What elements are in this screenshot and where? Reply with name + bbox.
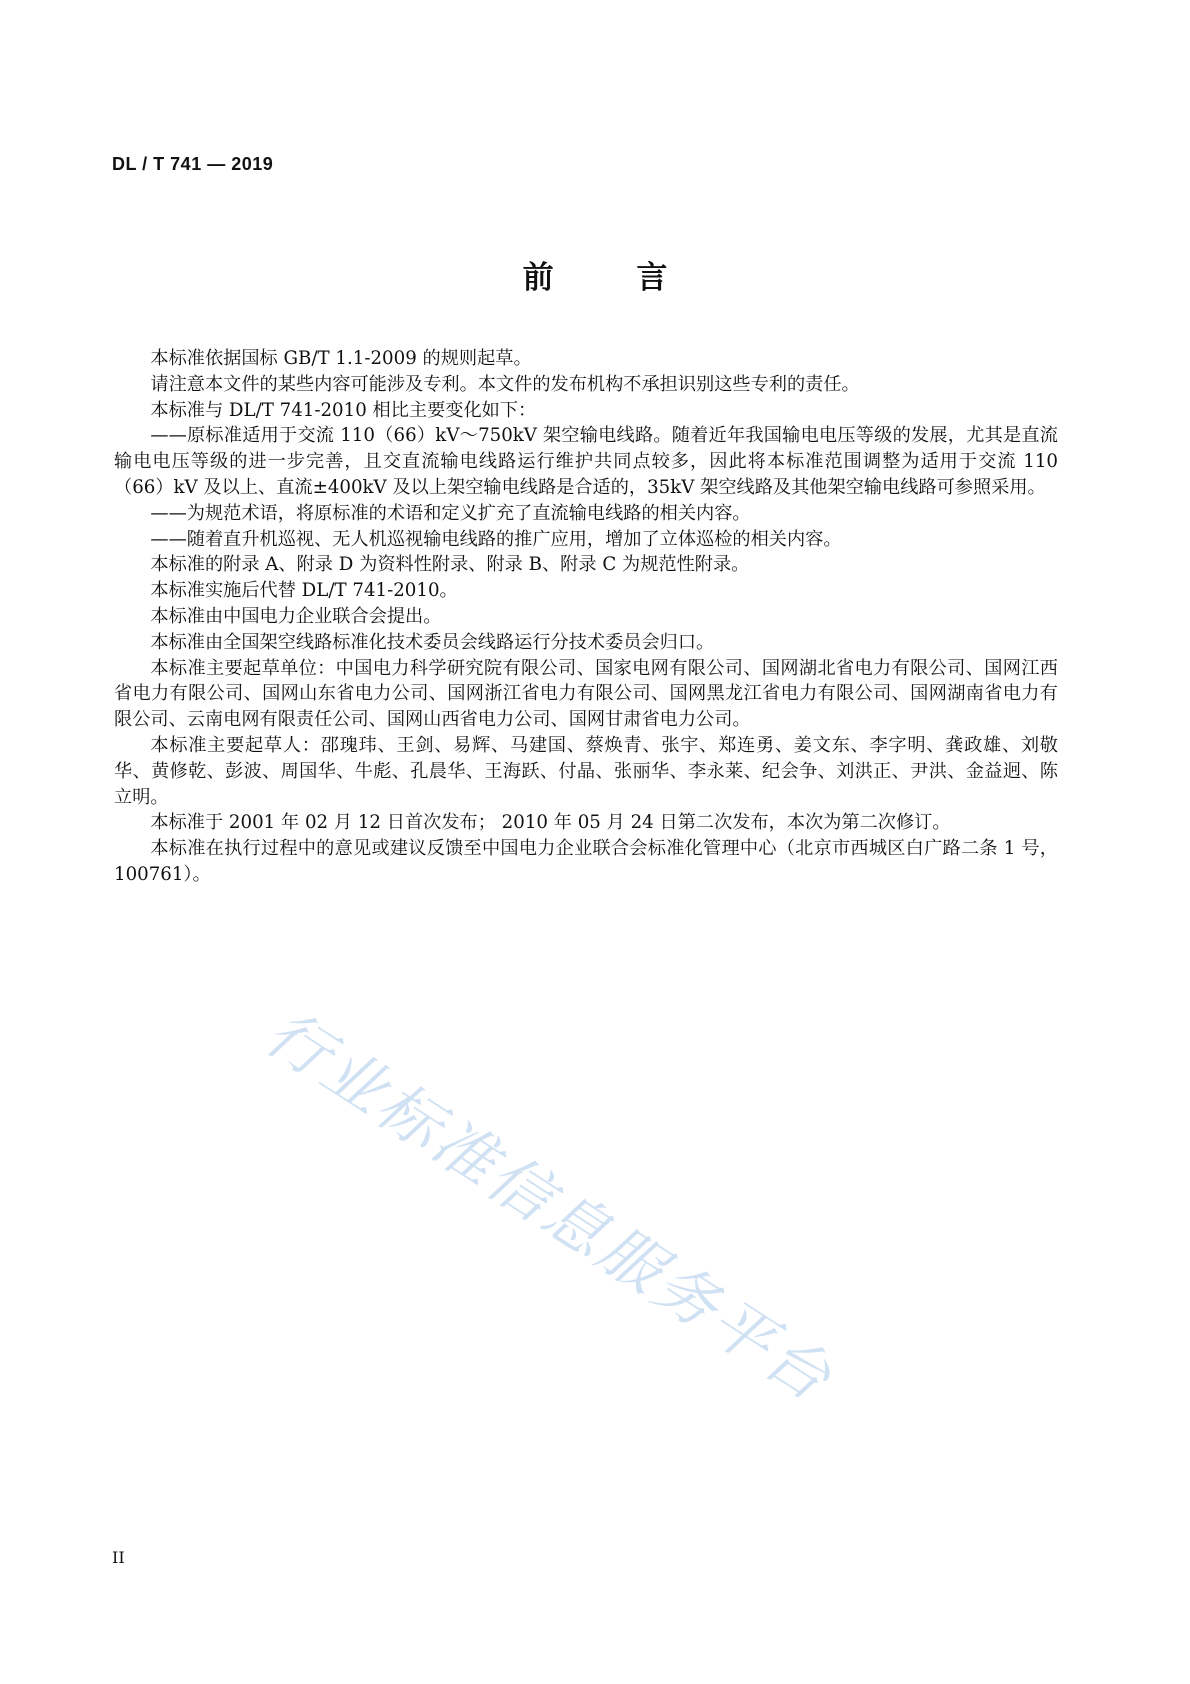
- paragraph: 本标准主要起草单位：中国电力科学研究院有限公司、国家电网有限公司、国网湖北省电力有限公司、国网江西省电力有限公司、国网山东省电力公司、国网浙江省电力有限公司、国网黑龙江省电力有限公司、国网湖南省电力有限公司、云南电网有限责任公司、国网山西省电力公司、国网甘肃省电力公司。: [114, 657, 1058, 731]
- paragraph: 本标准依据国标 GB/T 1.1-2009 的规则起草。: [150, 348, 532, 369]
- paragraph: 本标准与 DL/T 741-2010 相比主要变化如下：: [150, 399, 537, 421]
- paragraph: ——原标准适用于交流 110（66）kV～750kV 架空输电线路。随着近年我国输电电压等级的发展，尤其是直流输电电压等级的进一步完善，且交直流输电线路运行维护共同点较多，因此将本标准范围调整为适用于交流 110（66）kV 及以上、直流±400kV 及以上架空输电线路是合适的，35kV 架空线路及其他架空输电线路可参照采用。: [114, 425, 1058, 498]
- standard-code: DL / T 741 — 2019: [112, 154, 274, 174]
- paragraph: 本标准于 2001 年 02 月 12 日首次发布； 2010 年 05 月 24 日第二次发布，本次为第二次修订。: [150, 812, 951, 834]
- paragraph: ——为规范术语，将原标准的术语和定义扩充了直流输电线路的相关内容。: [150, 502, 751, 524]
- page-title: 前 言: [522, 260, 704, 296]
- paragraph: 请注意本文件的某些内容可能涉及专利。本文件的发布机构不承担识别这些专利的责任。: [150, 373, 860, 395]
- paragraph: 本标准由中国电力企业联合会提出。: [150, 605, 442, 627]
- page-number: II: [112, 1548, 125, 1567]
- paragraph: ——随着直升机巡视、无人机巡视输电线路的推广应用，增加了立体巡检的相关内容。: [150, 528, 842, 550]
- paragraph: 本标准实施后代替 DL/T 741-2010。: [150, 580, 458, 602]
- foreword-body: [114, 346, 1058, 888]
- paragraph: 本标准由全国架空线路标准化技术委员会线路运行分技术委员会归口。: [150, 631, 715, 653]
- paragraph: 本标准主要起草人：邵瑰玮、王剑、易辉、马建国、蔡焕青、张宇、郑连勇、姜文东、李字明、龚政雄、刘敬华、黄修乾、彭波、周国华、牛彪、孔晨华、王海跃、付晶、张丽华、李永莱、纪会争、刘洪正、尹洪、金益迥、陈立明。: [114, 734, 1058, 808]
- paragraph: 本标准在执行过程中的意见或建议反馈至中国电力企业联合会标准化管理中心（北京市西城区白广路二条 1 号，100761）。: [114, 838, 1058, 885]
- watermark: 行业标准信息服务平台: [253, 995, 847, 1417]
- paragraph: 本标准的附录 A、附录 D 为资料性附录、附录 B、附录 C 为规范性附录。: [150, 554, 750, 576]
